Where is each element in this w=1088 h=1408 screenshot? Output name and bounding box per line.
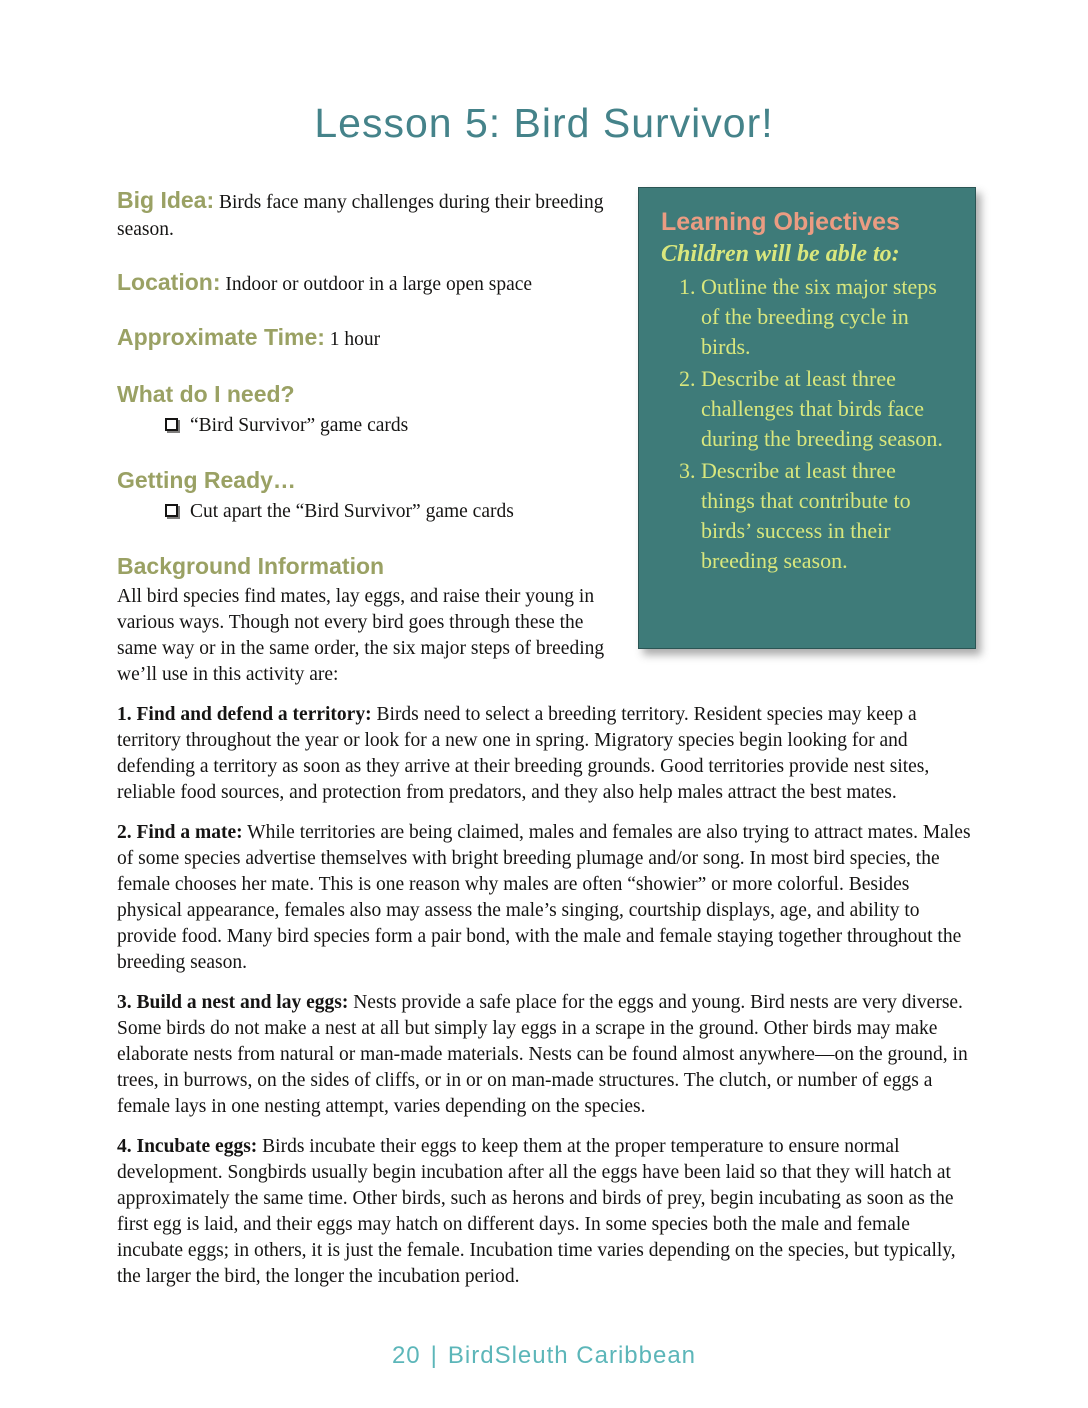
step-2-text: While territories are being claimed, males and females are also trying to attract mates. Males of some species advertise themselves with bright breeding plumage and/or song. In most bird species, the female chooses her mate. This is one reason why males are often “showier” or more colorful. Besides physical appearance, females also may assess the male’s singing, courtship displays, age, and ability to provide food. Many bird species form a pair bond, with the male and female staying together throughout the breeding season. [117, 822, 971, 973]
footer-brand: BirdSleuth Caribbean [447, 1342, 697, 1369]
page-footer [0, 1342, 1088, 1370]
page-title: Lesson 5: Bird Survivor! [314, 100, 774, 146]
approximate-time-text: 1 hour [324, 329, 381, 350]
step-paragraph-3 [117, 990, 976, 1120]
checklist-item-text: Cut apart the “Bird Survivor” game cards [190, 501, 514, 522]
step-paragraph-4 [117, 1134, 976, 1290]
learning-objectives-list [661, 272, 955, 576]
background-information-heading: Background Information [117, 553, 385, 579]
getting-ready-heading: Getting Ready… [117, 467, 296, 493]
objective-item: 3. Describe at least three things that contribute to birds’ success in their breeding season. [701, 456, 955, 576]
location-text: Indoor or outdoor in a large open space [220, 274, 533, 295]
learning-objectives-lead: Children will be able to: [661, 241, 900, 267]
big-idea-text: Birds face many challenges during their breeding season. [117, 192, 604, 240]
step-2-label: 2. Find a mate: [117, 822, 243, 843]
checkbox-icon [165, 504, 178, 517]
step-3-text: Nests provide a safe place for the eggs and young. Bird nests are very diverse. Some birds do not make a nest at all but simply lay eggs in a scrape in the ground. Other birds may make elaborate nests from natural or man-made materials. Nests can be found almost anywhere—on the ground, in trees, in burrows, on the sides of cliffs, or in or on man-made structures. The clutch, or number of eggs a female lays in one nesting attempt, varies depending on the species. [117, 992, 968, 1117]
step-1-text: Birds need to select a breeding territory. Resident species may keep a territory throughout the year or look for a new one in spring. Migratory species begin looking for and defending a territory as soon as they arrive at their breeding grounds. Good territories provide nest sites, reliable food sources, and protection from predators, and they also help males attract the best mates. [117, 704, 930, 803]
step-3-label: 3. Build a nest and lay eggs: [117, 992, 349, 1013]
checkbox-icon [165, 418, 178, 431]
learning-objectives-box [638, 187, 976, 649]
step-4-label: 4. Incubate eggs: [117, 1136, 258, 1157]
objective-item: 2. Describe at least three challenges that birds face during the breeding season. [701, 364, 955, 454]
step-paragraph-2 [117, 820, 976, 976]
page-number: 20 [391, 1342, 421, 1369]
what-do-i-need-heading: What do I need? [117, 381, 295, 407]
objective-item: 1. Outline the six major steps of the breeding cycle in birds. [701, 272, 955, 362]
location-label: Location: [117, 269, 221, 295]
approximate-time-label: Approximate Time: [117, 324, 325, 350]
background-information-intro: All bird species find mates, lay eggs, and raise their young in various ways. Though not every bird goes through these the same way or in the same order, the six major steps of breeding we’ll use in this activity are: [117, 586, 605, 685]
checklist-item-text: “Bird Survivor” game cards [190, 415, 409, 436]
page-content [117, 187, 976, 1290]
learning-objectives-title: Learning Objectives [661, 208, 900, 236]
step-4-text: Birds incubate their eggs to keep them at the proper temperature to ensure normal development. Songbirds usually begin incubation after all the eggs have been laid so that they will hatch at approximately the same time. Other birds, such as herons and birds of prey, begin incubating as soon as the first egg is laid, and their eggs may hatch on different days. In some species both the male and female incubate eggs; in others, it is just the female. Incubation time varies depending on the species, but typically, the larger the bird, the longer the incubation period. [117, 1136, 956, 1287]
footer-divider: | [430, 1342, 438, 1369]
step-1-label: 1. Find and defend a territory: [117, 704, 372, 725]
step-paragraph-1 [117, 702, 976, 806]
big-idea-label: Big Idea: [117, 187, 215, 213]
